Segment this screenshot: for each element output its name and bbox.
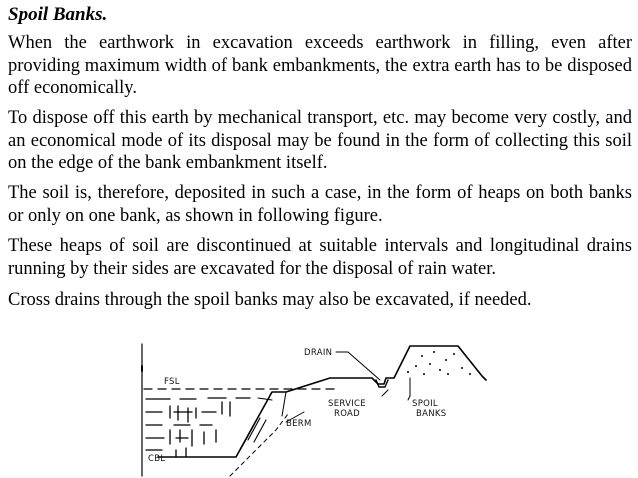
spoil-bank-diagram	[136, 330, 488, 478]
spoil-bank-texture	[407, 351, 471, 375]
cbl-label: CBL	[148, 454, 166, 464]
spoil-banks-label-line1: SPOIL	[412, 399, 438, 409]
embankment-hatching	[240, 418, 266, 450]
drain-label: DRAIN	[304, 348, 333, 358]
spoil-banks-label-line2: BANKS	[416, 409, 447, 419]
service-road-label-line1: SERVICE	[328, 399, 366, 409]
paragraph-4: These heaps of soil are discontinued at suitable intervals and longitudinal drains running by their sides are excavated for the disposal of rain water.	[8, 236, 632, 279]
bank-inner-slope	[230, 414, 288, 476]
service-road-label-line2: ROAD	[334, 409, 361, 419]
water-hatching	[146, 398, 250, 456]
section-title: Spoil Banks.	[8, 4, 108, 25]
spoil-bank-figure	[136, 330, 488, 478]
paragraph-3: The soil is, therefore, deposited in such a case, in the form of heaps on both banks or only on one bank, as shown in following figure.	[8, 183, 632, 226]
paragraph-2: To dispose off this earth by mechanical transport, etc. may become very costly, and an economical mode of its disposal may be found in the form of collecting this soil on the edge of the bank embankment itself.	[8, 108, 632, 174]
berm-label: BERM	[286, 419, 312, 429]
fsl-label: FSL	[164, 377, 180, 387]
paragraph-5: Cross drains through the spoil banks may also be excavated, if needed.	[8, 290, 532, 310]
paragraph-1: When the earthwork in excavation exceeds earthwork in filling, even after providing maximum width of bank embankments, the extra earth has to be disposed off economically.	[8, 33, 632, 99]
